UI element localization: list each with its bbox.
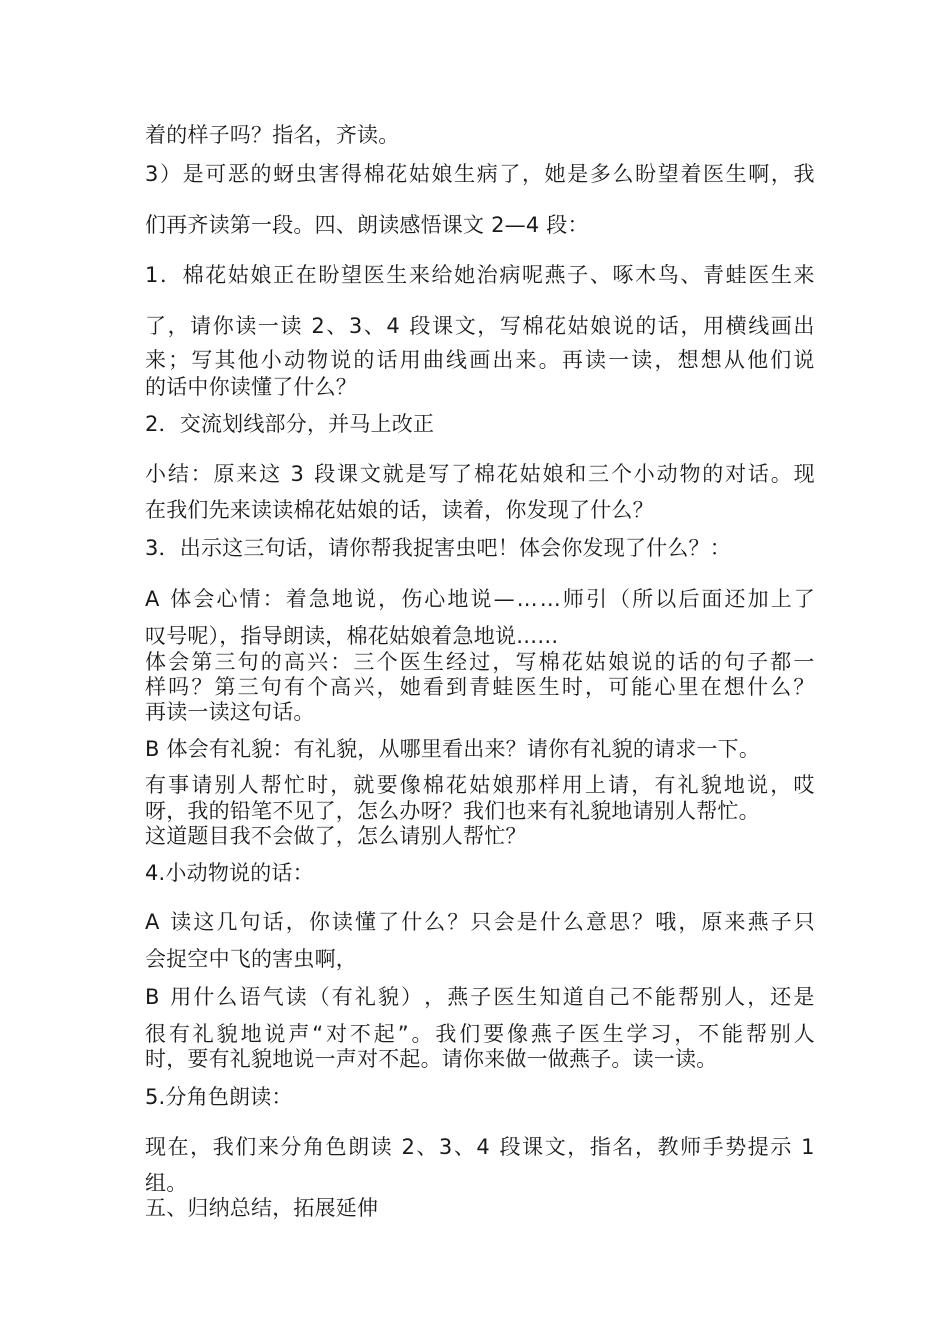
text-line: 2．交流划线部分，并马上改正	[145, 412, 435, 436]
text-line: 3 ） 是 可 恶 的 蚜 虫 害 得 棉 花 姑 娘 生 病 了 ， 她 是 多 么 盼 望 着 医 生 啊 ， 我	[145, 162, 815, 186]
text-line: 小 结 ： 原 来 这 3 段 课 文 就 是 写 了 棉 花 姑 娘 和 三 个 小 动 物 的 对 话 。 现	[145, 462, 815, 486]
text-line: 的话中你读懂了什么？	[145, 375, 357, 399]
text-line: 着的样子吗？指名，齐读。	[145, 123, 400, 147]
text-line: 五、归纳总结，拓展延伸	[145, 1196, 379, 1220]
text-line: 再读一读这句话。	[145, 700, 315, 724]
text-line: 来 ； 写 其 他 小 动 物 说 的 话 用 曲 线 画 出 来 。 再 读 一 读 ， 想 想 从 他 们 说	[145, 348, 815, 372]
text-line: 样 吗 ？ 第 三 句 有 个 高 兴 ， 她 看 到 青 蛙 医 生 时 ， 可 能 心 里 在 想 什 么 ？	[145, 675, 815, 699]
text-line: 呀，我的铅笔不见了，怎么办呀？我们也来有礼貌地请别人帮忙。	[145, 799, 760, 823]
text-line: 3．出示这三句话，请你帮我捉害虫吧！体会你发现了什么？：	[145, 536, 731, 560]
text-line: 5.分角色朗读：	[145, 1085, 293, 1109]
text-line: 们再齐读第一段。四、朗读感悟课文 2—4 段：	[145, 213, 589, 237]
text-line: 了 ， 请 你 读 一 读 2 、 3 、 4 段 课 文 ， 写 棉 花 姑 娘 说 的 话 ， 用 横 线 画 出	[145, 314, 815, 338]
text-line: 组。	[145, 1171, 188, 1195]
text-line: 这道题目我不会做了，怎么请别人帮忙？	[145, 824, 527, 848]
text-line: A 读 这 几 句 话 ， 你 读 懂 了 什 么 ？ 只 会 是 什 么 意 思 ？ 哦 ， 原 来 燕 子 只	[145, 910, 815, 934]
text-line: B 用 什 么 语 气 读 （ 有 礼 貌 ） ， 燕 子 医 生 知 道 自 己 不 能 帮 别 人 ， 还 是	[145, 985, 815, 1009]
text-line: 1 ． 棉 花 姑 娘 正 在 盼 望 医 生 来 给 她 治 病 呢 燕 子 、 啄 木 鸟 、 青 蛙 医 生 来	[145, 263, 815, 287]
text-line: 体 会 第 三 句 的 高 兴 ： 三 个 医 生 经 过 ， 写 棉 花 姑 娘 说 的 话 的 句 子 都 一	[145, 650, 815, 674]
text-line: 会捉空中飞的害虫啊，	[145, 947, 357, 971]
text-line: 4.小动物说的话：	[145, 861, 314, 885]
text-line: A 体 会 心 情 ： 着 急 地 说 ， 伤 心 地 说 — … … 师 引 （ 所 以 后 面 还 加 上 了	[145, 587, 815, 611]
text-line: 很 有 礼 貌 地 说 声 “ 对 不 起 ” 。 我 们 要 像 燕 子 医 生 学 习 ， 不 能 帮 别 人	[145, 1022, 815, 1046]
text-line: 时，要有礼貌地说一声对不起。请你来做一做燕子。读一读。	[145, 1047, 718, 1071]
text-line: 叹号呢），指导朗读，棉花姑娘着急地说……	[145, 624, 559, 648]
text-line: 有 事 请 别 人 帮 忙 时 ， 就 要 像 棉 花 姑 娘 那 样 用 上 请 ， 有 礼 貌 地 说 ， 哎	[145, 773, 815, 797]
text-line: 现 在 ， 我 们 来 分 角 色 朗 读 2 、 3 、 4 段 课 文 ， 指 名 ， 教 师 手 势 提 示 1	[145, 1135, 815, 1159]
text-line: 在我们先来读读棉花姑娘的话，读着，你发现了什么？	[145, 498, 654, 522]
text-line: B 体会有礼貌：有礼貌，从哪里看出来？请你有礼貌的请求一下。	[145, 737, 761, 761]
